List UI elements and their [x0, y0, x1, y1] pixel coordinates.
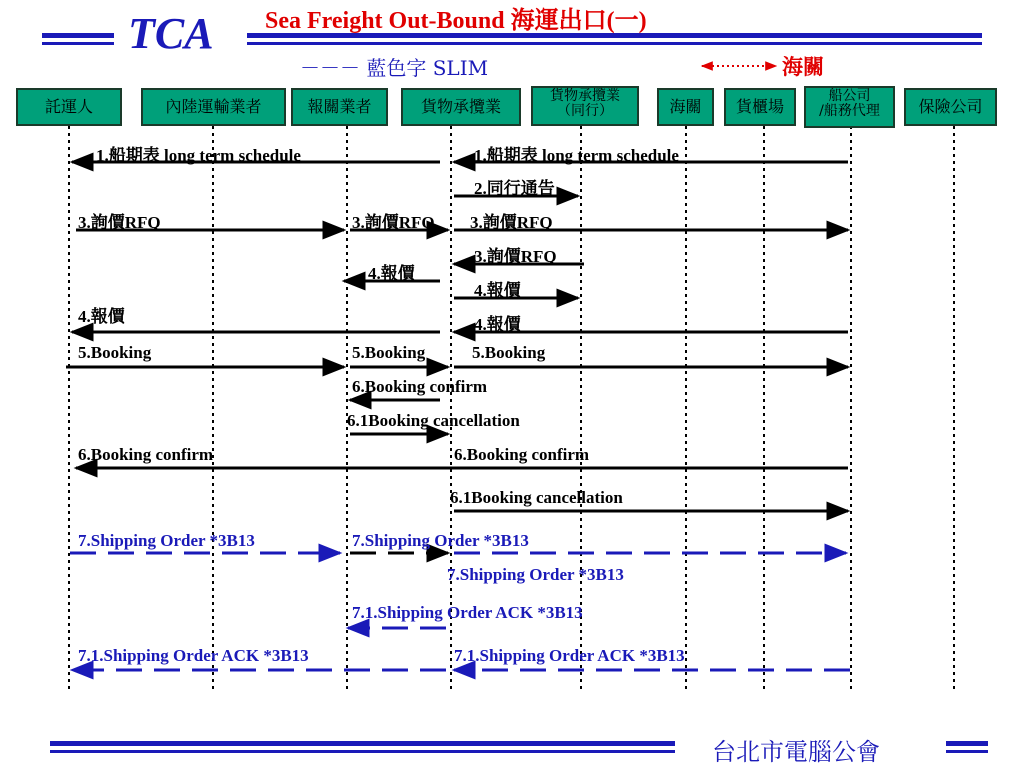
message-label: 2.同行通告: [474, 179, 555, 198]
message-label: 4.報價: [78, 307, 125, 326]
slim-message-label: 7.1.Shipping Order ACK *3B13: [352, 603, 583, 622]
participant-carrier-line2: /船務代理: [819, 103, 880, 119]
participant-insurance: 保險公司: [904, 88, 997, 126]
message-label: 1.船期表 long term schedule: [474, 146, 679, 165]
message-label: 1.船期表 long term schedule: [96, 146, 301, 165]
message-label: 3.詢價RFQ: [352, 213, 435, 232]
participant-forwarder-peer: [531, 86, 639, 126]
participant-forwarder-peer-line1: 貨物承攬業: [550, 88, 620, 104]
message-label: 6.1Booking cancellation: [347, 411, 520, 430]
participant-customs: 海關: [657, 88, 714, 126]
message-label: 4.報價: [474, 281, 521, 300]
participant-forwarder-peer-line2: （同行）: [557, 103, 613, 119]
slim-message-label: 7.Shipping Order *3B13: [352, 531, 529, 550]
message-label: 5.Booking: [472, 343, 546, 362]
message-label: 3.詢價RFQ: [474, 247, 557, 266]
slim-message-label: 7.Shipping Order *3B13: [78, 531, 255, 550]
message-label: 6.Booking confirm: [78, 445, 214, 464]
message-label: 5.Booking: [78, 343, 152, 362]
participant-customs-broker: 報關業者: [291, 88, 388, 126]
participant-carrier-line1: 船公司: [828, 88, 871, 104]
participant-inland-transport: 內陸運輸業者: [141, 88, 286, 126]
message-label: 4.報價: [474, 315, 521, 334]
slim-message-label: 7.1.Shipping Order ACK *3B13: [78, 646, 309, 665]
message-label: 3.詢價RFQ: [78, 213, 161, 232]
page-title: Sea Freight Out-Bound 海運出口(一): [265, 8, 647, 34]
message-label: 6.Booking confirm: [352, 377, 488, 396]
legend-customs: 海關: [782, 54, 824, 79]
message-label: 3.詢價RFQ: [470, 213, 553, 232]
message-label: 5.Booking: [352, 343, 426, 362]
message-label: 4.報價: [368, 264, 415, 283]
legend-slim: －－－ 藍色字 SLIM: [300, 56, 489, 80]
footer-org: 台北市電腦公會: [712, 738, 880, 766]
slim-message-label: 7.1.Shipping Order ACK *3B13: [454, 646, 685, 665]
participant-container-yard: 貨櫃場: [724, 88, 796, 126]
message-label: 6.Booking confirm: [454, 445, 590, 464]
tca-logo: TCA: [128, 9, 214, 58]
participant-shipper: 託運人: [16, 88, 122, 126]
slim-message-label: 7.Shipping Order *3B13: [447, 565, 624, 584]
participant-carrier: [804, 86, 895, 128]
message-label: 6.1Booking cancellation: [450, 488, 623, 507]
participant-forwarder: 貨物承攬業: [401, 88, 521, 126]
